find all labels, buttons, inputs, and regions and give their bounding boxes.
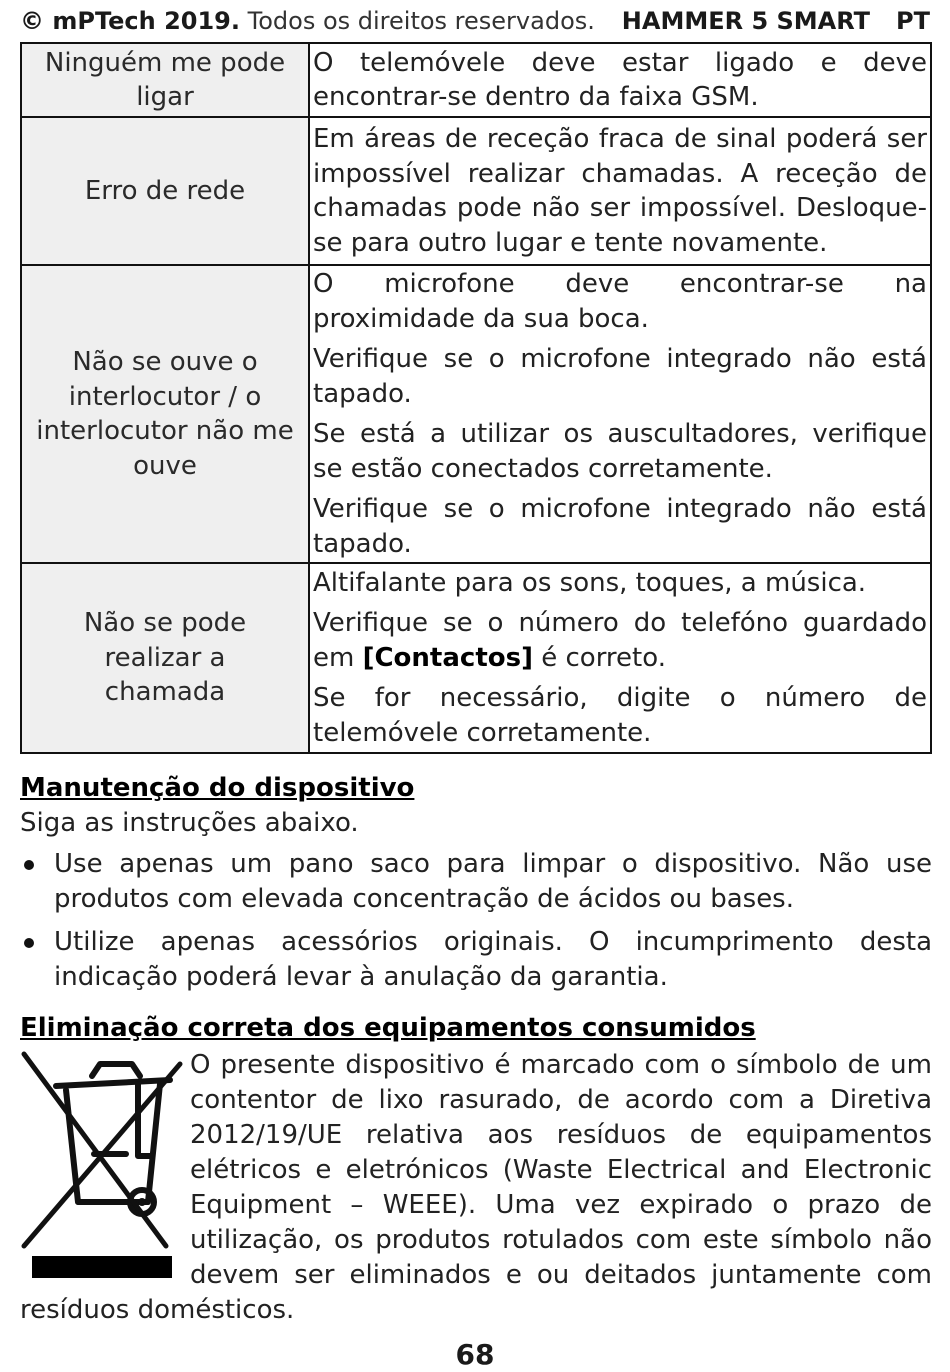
page-number: 68 <box>455 1338 495 1371</box>
list-item: Use apenas um pano saco para limpar o dispositivo. Não use produtos com elevada concentração de ácidos ou bases. <box>20 847 932 917</box>
table-row <box>21 117 931 265</box>
problem-cell: Ninguém me pode ligar <box>21 43 309 117</box>
solution-text: Se está a utilizar os auscultadores, verifique se estão conectados corretamente. <box>313 419 927 484</box>
table-row <box>21 43 931 117</box>
page-header <box>20 4 930 38</box>
bullet-list <box>20 847 932 995</box>
section-heading: Manutenção do dispositivo <box>20 773 415 803</box>
solution-text: Se for necessário, digite o número de telemóvele corretamente. <box>313 683 927 748</box>
troubleshooting-table <box>20 42 932 754</box>
solution-text: Em áreas de receção fraca de sinal poderá ser impossível realizar chamadas. A receção de chamadas pode não ser impossível. Desloque-se para outro lugar e tente novamente. <box>313 124 927 258</box>
bullet-icon <box>24 860 34 870</box>
section-heading: Eliminação correta dos equipamentos consumidos <box>20 1013 756 1043</box>
solution-text: O microfone deve encontrar-se na proximidade da sua boca. <box>313 269 927 334</box>
bullet-icon <box>24 938 34 948</box>
problem-cell: Erro de rede <box>21 117 309 265</box>
solution-text: Verifique se o número do telefóno guardado em [Contactos] é correto. <box>313 608 927 673</box>
language-code: PT <box>896 7 930 35</box>
section-intro: Siga as instruções abaixo. <box>20 808 359 838</box>
table-row <box>21 563 931 753</box>
copyright-holder: © mPTech 2019. <box>20 7 240 35</box>
list-item: Utilize apenas acessórios originais. O incumprimento desta indicação poderá levar à anulação da garantia. <box>20 925 932 995</box>
solution-text: O telemóvele deve estar ligado e deve encontrar-se dentro da faixa GSM. <box>313 47 927 112</box>
table-row <box>21 265 931 563</box>
copyright <box>20 7 595 35</box>
solution-cell <box>309 563 931 753</box>
contacts-menu-label: [Contactos] <box>362 642 533 673</box>
solution-text: Altifalante para os sons, toques, a música. <box>313 567 867 598</box>
problem-cell: Não se ouve o interlocutor / o interlocutor não me ouve <box>21 265 309 563</box>
solution-cell <box>309 117 931 265</box>
model-name: HAMMER 5 SMART <box>621 7 871 35</box>
solution-text: Verifique se o microfone integrado não está tapado. <box>313 494 927 559</box>
maintenance-section <box>20 771 932 995</box>
solution-cell <box>309 43 931 117</box>
disposal-text: O presente dispositivo é marcado com o símbolo de um contentor de lixo rasurado, de acordo com a Diretiva 2012/19/UE relativa aos resíduos de equipamentos elétricos e eletrónicos (Waste Electrical and Electronic Equipment – WEEE). Uma vez expirado o prazo de utilização, os produtos rotulados com este símbolo não devem ser eliminados e ou deitados juntamente com resíduos domésticos. <box>20 1050 932 1325</box>
copyright-note: Todos os direitos reservados. <box>247 7 595 35</box>
problem-cell: Não se pode realizar a chamada <box>21 563 309 753</box>
disposal-section <box>20 1011 932 1328</box>
solution-text: Verifique se o microfone integrado não está tapado. <box>313 344 927 409</box>
crossed-out-wheelie-bin-icon <box>20 1050 186 1278</box>
header-right <box>622 4 930 38</box>
solution-cell <box>309 265 931 563</box>
